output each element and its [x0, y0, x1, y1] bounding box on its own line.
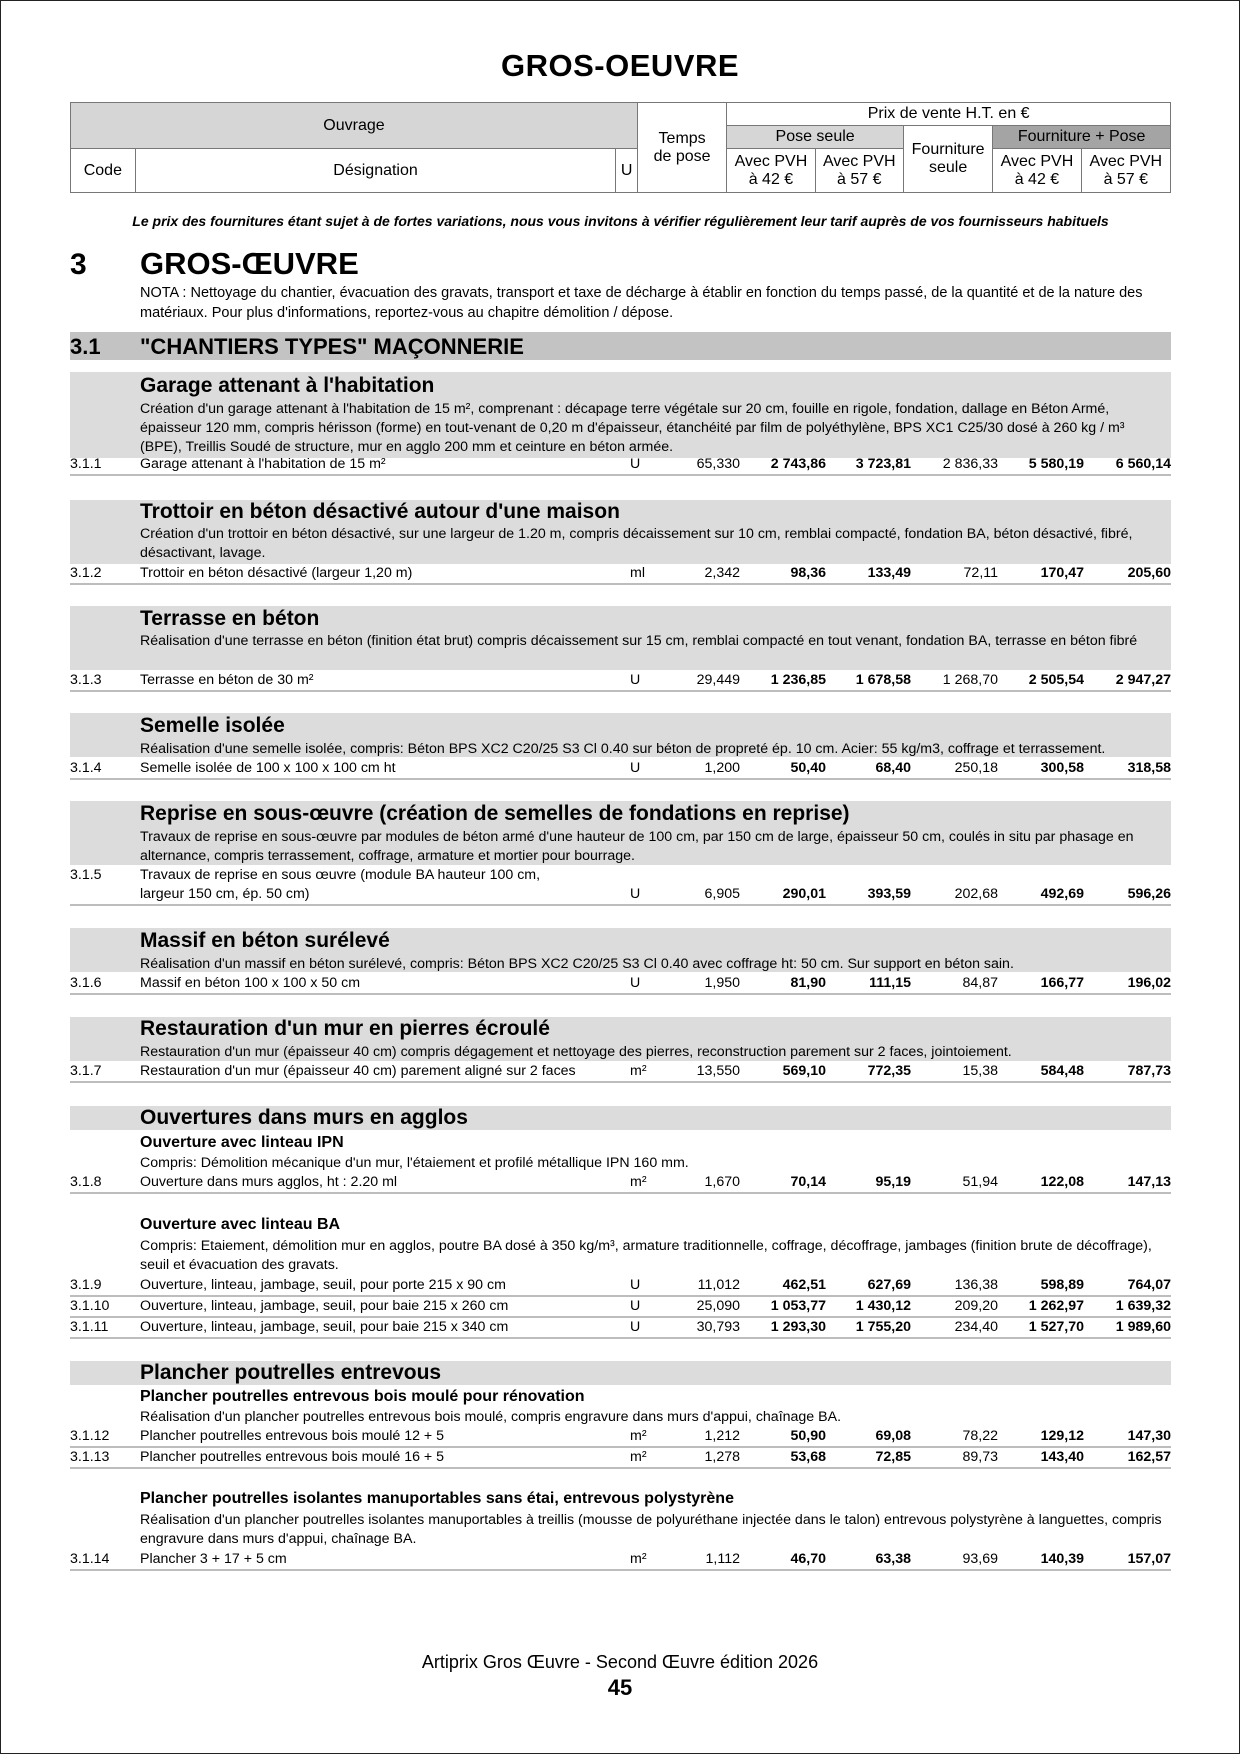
subsection-number: 3.1	[70, 334, 101, 359]
header-fp-pvh42: Avec PVH à 42 €	[993, 149, 1081, 193]
table-row: 3.1.8 Ouverture dans murs agglos, ht : 2.20 ml m² 1,670 70,14 95,19 51,94 122,08 147,13	[70, 1174, 1171, 1194]
block-description: Compris: Etaiement, démolition mur en agglos, poutre BA dosé à 350 kg/m³, armature traditionnelle, coffrage, décoffrage, jambages (finition brute de décoffrage), seuil et évacuation des gravats.	[140, 1238, 1152, 1273]
block-description: Travaux de reprise en sous-œuvre par modules de béton armé d'une hauteur de 100 cm, par 150 cm de large, épaisseur 50 cm, coulés in situ par phasage en alternance, compris terrassement, coffrage, armature et mortier pour bourrage.	[140, 829, 1134, 864]
header-fp-pvh57: Avec PVH à 57 €	[1081, 149, 1170, 193]
block-title: Terrasse en béton	[140, 607, 320, 630]
block-title: Garage attenant à l'habitation	[140, 374, 435, 397]
block-title: Ouvertures dans murs en agglos	[140, 1106, 468, 1129]
table-row: 3.1.1 Garage attenant à l'habitation de 15 m² U 65,330 2 743,86 3 723,81 2 836,33 5 580,19 6 560,14	[70, 456, 1171, 476]
table-row: 3.1.4 Semelle isolée de 100 x 100 x 100 cm ht U 1,200 50,40 68,40 250,18 300,58 318,58	[70, 760, 1171, 780]
section-note: NOTA : Nettoyage du chantier, évacuation des gravats, transport et taxe de décharge à établir en fonction du temps passé, de la quantité et de la nature des matériaux. Pour plus d'informations, reportez-vous au chapitre démolition / dépose.	[140, 285, 1143, 321]
subsection-header	[70, 332, 1171, 360]
block-description: Réalisation d'une semelle isolée, compris: Béton BPS XC2 C20/25 S3 Cl 0.40 sur béton de propreté ép. 10 cm. Acier: 55 kg/m3, coffrage et terrassement.	[140, 741, 1106, 757]
column-header-table	[70, 102, 1171, 193]
block-title: Restauration d'un mur en pierres écroulé	[140, 1017, 550, 1040]
block-title: Massif en béton surélevé	[140, 929, 390, 952]
header-fourniture-pose: Fourniture + Pose	[993, 126, 1171, 149]
header-fourniture-seule: Fourniture seule	[903, 126, 992, 193]
block-title: Plancher poutrelles entrevous	[140, 1361, 442, 1384]
block-title: Semelle isolée	[140, 714, 285, 737]
header-pose-pvh42: Avec PVH à 42 €	[727, 149, 815, 193]
block-description: Création d'un garage attenant à l'habitation de 15 m², comprenant : décapage terre végétale sur 20 cm, fouille en rigole, fondation, dallage en Béton Armé, épaisseur 120 mm, compris hérisson (forme) en tout-venant de 0,20 m d'épaisseur, étanchéité par film de polyéthylène, BPS XC1 C25/30 dosé à 260 kg / m³ (BPE), Treillis Soudé de structure, mur en agglo 200 mm et ceinture en béton armée.	[140, 401, 1125, 455]
block-subtitle: Plancher poutrelles entrevous bois moulé pour rénovation	[140, 1388, 585, 1405]
table-row: 3.1.3 Terrasse en béton de 30 m² U 29,449 1 236,85 1 678,58 1 268,70 2 505,54 2 947,27	[70, 672, 1171, 692]
header-code: Code	[71, 149, 136, 193]
header-temps-de-pose: Temps de pose	[637, 103, 726, 193]
block-subtitle: Plancher poutrelles isolantes manuportables sans étai, entrevous polystyrène	[140, 1490, 734, 1507]
block-description: Réalisation d'un massif en béton surélevé, compris: Béton BPS XC2 C20/25 S3 Cl 0.40 avec coffrage ht: 50 cm. Sur support en béton sain.	[140, 956, 1014, 972]
header-pose-seule: Pose seule	[727, 126, 904, 149]
table-row: 3.1.14 Plancher 3 + 17 + 5 cm m² 1,112 46,70 63,38 93,69 140,39 157,07	[70, 1551, 1171, 1571]
table-row: 3.1.11 Ouverture, linteau, jambage, seuil, pour baie 215 x 340 cm U 30,793 1 293,30 1 755,20 234,40 1 527,70 1 989,60	[70, 1319, 1171, 1339]
block-subtitle: Ouverture avec linteau IPN	[140, 1134, 344, 1151]
subsection-title: "CHANTIERS TYPES" MAÇONNERIE	[140, 334, 524, 359]
header-unit: U	[616, 149, 638, 193]
row-designation-line: Travaux de reprise en sous œuvre (module BA hauteur 100 cm,	[140, 867, 541, 883]
header-designation: Désignation	[135, 149, 616, 193]
price-notice: Le prix des fournitures étant sujet à de fortes variations, nous vous invitons à vérifier régulièrement leur tarif auprès de vos fournisseurs habituels	[132, 213, 1109, 229]
table-row: 3.1.10 Ouverture, linteau, jambage, seuil, pour baie 215 x 260 cm U 25,090 1 053,77 1 430,12 209,20 1 262,97 1 639,32	[70, 1298, 1171, 1318]
header-ouvrage: Ouvrage	[71, 103, 638, 149]
table-row: 3.1.7 Restauration d'un mur (épaisseur 40 cm) parement aligné sur 2 faces m² 13,550 569,10 772,35 15,38 584,48 787,73	[70, 1063, 1171, 1083]
table-row: 3.1.12 Plancher poutrelles entrevous bois moulé 12 + 5 m² 1,212 50,90 69,08 78,22 129,12 147,30	[70, 1428, 1171, 1448]
block-title: Reprise en sous-œuvre (création de semelles de fondations en reprise)	[140, 802, 850, 825]
header-prix-vente: Prix de vente H.T. en €	[727, 103, 1171, 126]
table-row: 3.1.2 Trottoir en béton désactivé (largeur 1,20 m) ml 2,342 98,36 133,49 72,11 170,47 205,60	[70, 565, 1171, 585]
block-description: Réalisation d'un plancher poutrelles isolantes manuportables à treillis (mousse de polyuréthane injectée dans le talon) entrevous polystyrène à languettes, compris engravure dans murs d'appui, chaînage BA.	[140, 1512, 1162, 1547]
table-row: 3.1.6 Massif en béton 100 x 100 x 50 cm U 1,950 81,90 111,15 84,87 166,77 196,02	[70, 975, 1171, 995]
section-title: GROS-ŒUVRE	[140, 246, 359, 281]
block-title: Trottoir en béton désactivé autour d'une maison	[140, 500, 620, 523]
table-row: 3.1.5 largeur 150 cm, ép. 50 cm) U 6,905 290,01 393,59 202,68 492,69 596,26	[70, 886, 1171, 906]
header-pose-pvh57: Avec PVH à 57 €	[815, 149, 903, 193]
page-number: 45	[607, 1675, 633, 1700]
block-description: Réalisation d'un plancher poutrelles entrevous bois moulé, compris engravure dans murs d'appui, chaînage BA.	[140, 1409, 842, 1425]
table-row: 3.1.13 Plancher poutrelles entrevous bois moulé 16 + 5 m² 1,278 53,68 72,85 89,73 143,40 162,57	[70, 1449, 1171, 1469]
table-row: 3.1.9 Ouverture, linteau, jambage, seuil, pour porte 215 x 90 cm U 11,012 462,51 627,69 136,38 598,89 764,07	[70, 1277, 1171, 1297]
block-description: Création d'un trottoir en béton désactivé, sur une largeur de 1.20 m, compris décaissement sur 10 cm, remblai compacté, fondation BA, béton désactivé, fibré, désactivant, lavage.	[140, 526, 1133, 561]
block-description: Compris: Démolition mécanique d'un mur, l'étaiement et profilé métallique IPN 160 mm.	[140, 1155, 689, 1171]
footer-text: Artiprix Gros Œuvre - Second Œuvre édition 2026	[421, 1652, 819, 1672]
section-number: 3	[70, 248, 87, 281]
page-title: GROS-OEUVRE	[500, 48, 740, 83]
block-description: Réalisation d'une terrasse en béton (finition état brut) compris décaissement sur 15 cm, remblai compacté en tout venant, fondation BA, terrasse en béton fibré	[140, 633, 1138, 649]
block-subtitle: Ouverture avec linteau BA	[140, 1216, 341, 1233]
block-description: Restauration d'un mur (épaisseur 40 cm) compris dégagement et nettoyage des pierres, reconstruction parement sur 2 faces, jointoiement.	[140, 1044, 1012, 1060]
